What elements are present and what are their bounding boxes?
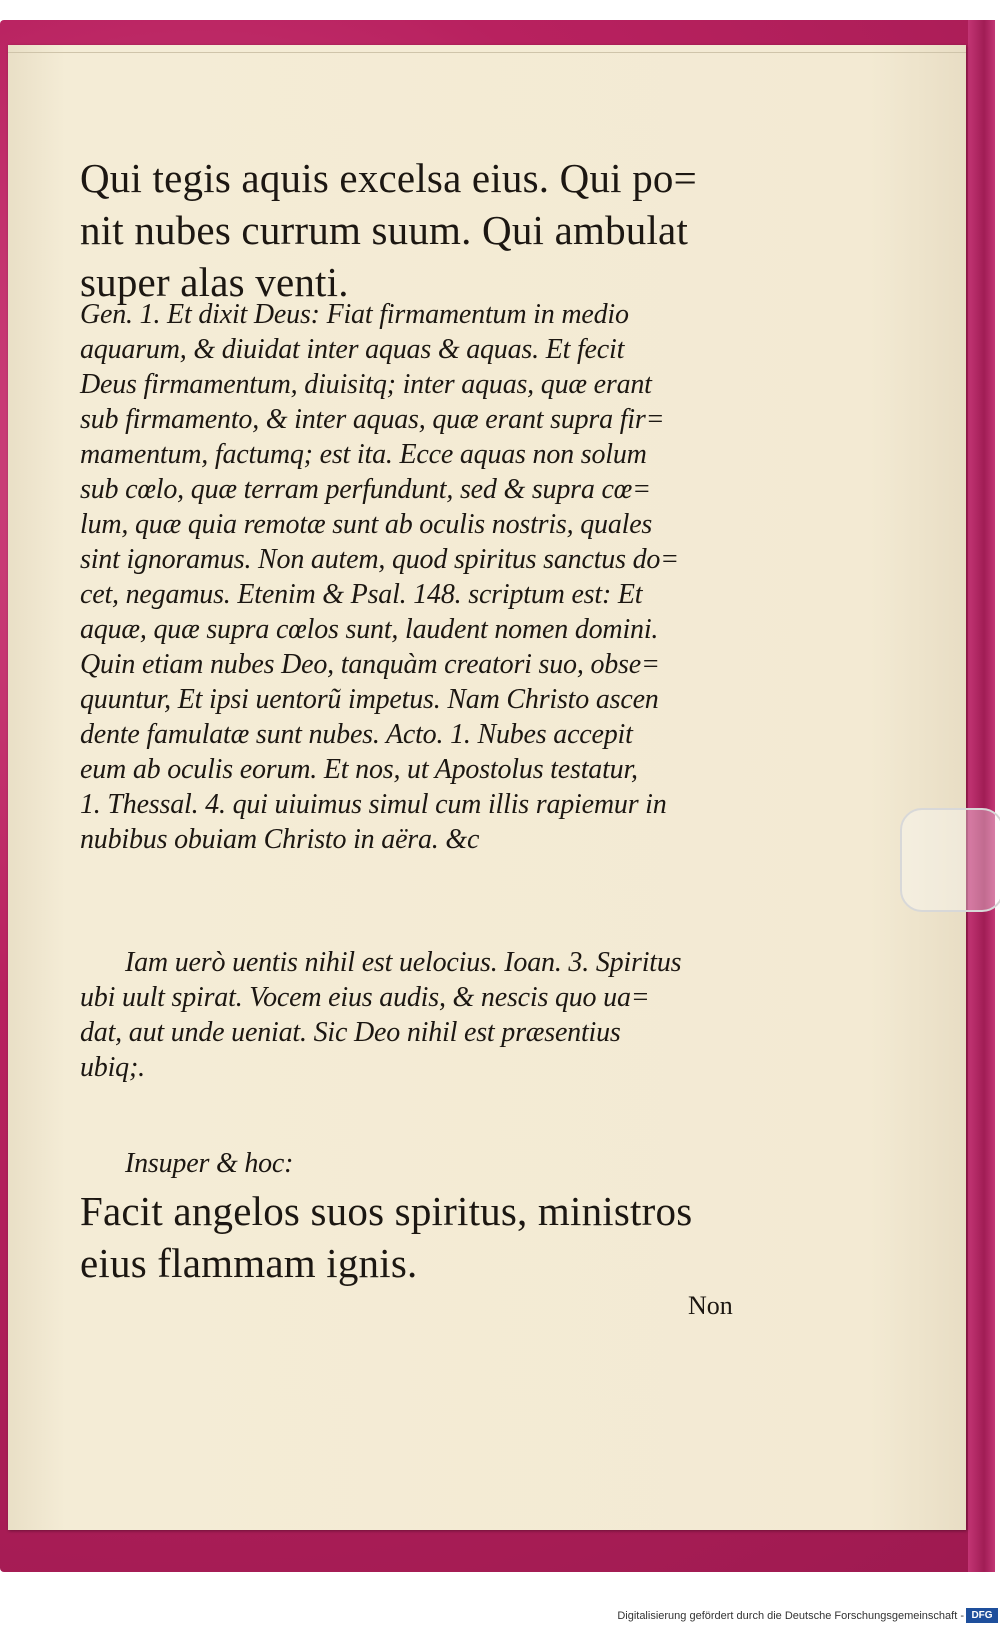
insuper-line: Insuper & hoc:	[125, 1148, 294, 1179]
verse-line: Qui tegis aquis excelsa eius. Qui po=	[80, 155, 697, 201]
digitization-credit: Digitalisierung gefördert durch die Deutsche Forschungsgemeinschaft -	[617, 1610, 964, 1622]
psalm-verse-bottom	[80, 1185, 692, 1289]
commentary-line: lum, quæ quia remotæ sunt ab oculis nostris, quales	[80, 509, 653, 540]
commentary-line: sint ignoramus. Non autem, quod spiritus sanctus do=	[80, 544, 679, 575]
verse-line: Facit angelos suos spiritus, ministros	[80, 1188, 693, 1234]
commentary-paragraph-1	[80, 297, 679, 857]
verse-line: nit nubes currum suum. Qui ambulat	[80, 207, 689, 253]
commentary-line: cet, negamus. Etenim & Psal. 148. scriptum est: Et	[80, 579, 643, 610]
psalm-verse-top	[80, 152, 697, 308]
page-edge	[8, 52, 966, 75]
commentary-paragraph-2	[80, 945, 681, 1085]
commentary-line: aquæ, quæ supra cœlos sunt, laudent nomen domini.	[80, 614, 659, 645]
commentary-line: 1. Thessal. 4. qui uiuimus simul cum illis rapiemur in	[80, 789, 667, 820]
commentary-line: Quin etiam nubes Deo, tanquàm creatori suo, obse=	[80, 649, 660, 680]
commentary-line: Deus firmamentum, diuisitq; inter aquas, quæ erant	[80, 369, 652, 400]
commentary-line: ubiq;.	[80, 1052, 145, 1083]
verse-line: super alas venti.	[80, 259, 349, 305]
dfg-logo: DFG	[966, 1608, 998, 1623]
commentary-line: mamentum, factumq; est ita. Ecce aquas non solum	[80, 439, 647, 470]
commentary-line: nubibus obuiam Christo in aëra. &c	[80, 824, 480, 855]
commentary-line: sub firmamento, & inter aquas, quæ erant supra fir=	[80, 404, 665, 435]
commentary-line: quuntur, Et ipsi uentorũ impetus. Nam Christo ascen	[80, 684, 659, 715]
commentary-line: sub cœlo, quæ terram perfundunt, sed & supra cœ=	[80, 474, 651, 505]
commentary-line: aquarum, & diuidat inter aquas & aquas. Et fecit	[80, 334, 625, 365]
commentary-line: dat, aut unde ueniat. Sic Deo nihil est præsentius	[80, 1017, 621, 1048]
commentary-line: Gen. 1. Et dixit Deus: Fiat firmamentum in medio	[80, 299, 629, 330]
verse-line: eius flammam ignis.	[80, 1240, 418, 1286]
binding-spine	[968, 20, 995, 1572]
commentary-line: dente famulatæ sunt nubes. Acto. 1. Nubes accepit	[80, 719, 633, 750]
catchword: Non	[688, 1291, 733, 1320]
commentary-line: Iam uerò uentis nihil est uelocius. Ioan. 3. Spiritus	[125, 947, 682, 978]
commentary-line: ubi uult spirat. Vocem eius audis, & nescis quo ua=	[80, 982, 650, 1013]
page-tab-marker	[900, 808, 1000, 912]
commentary-line: eum ab oculis eorum. Et nos, ut Apostolus testatur,	[80, 754, 638, 785]
